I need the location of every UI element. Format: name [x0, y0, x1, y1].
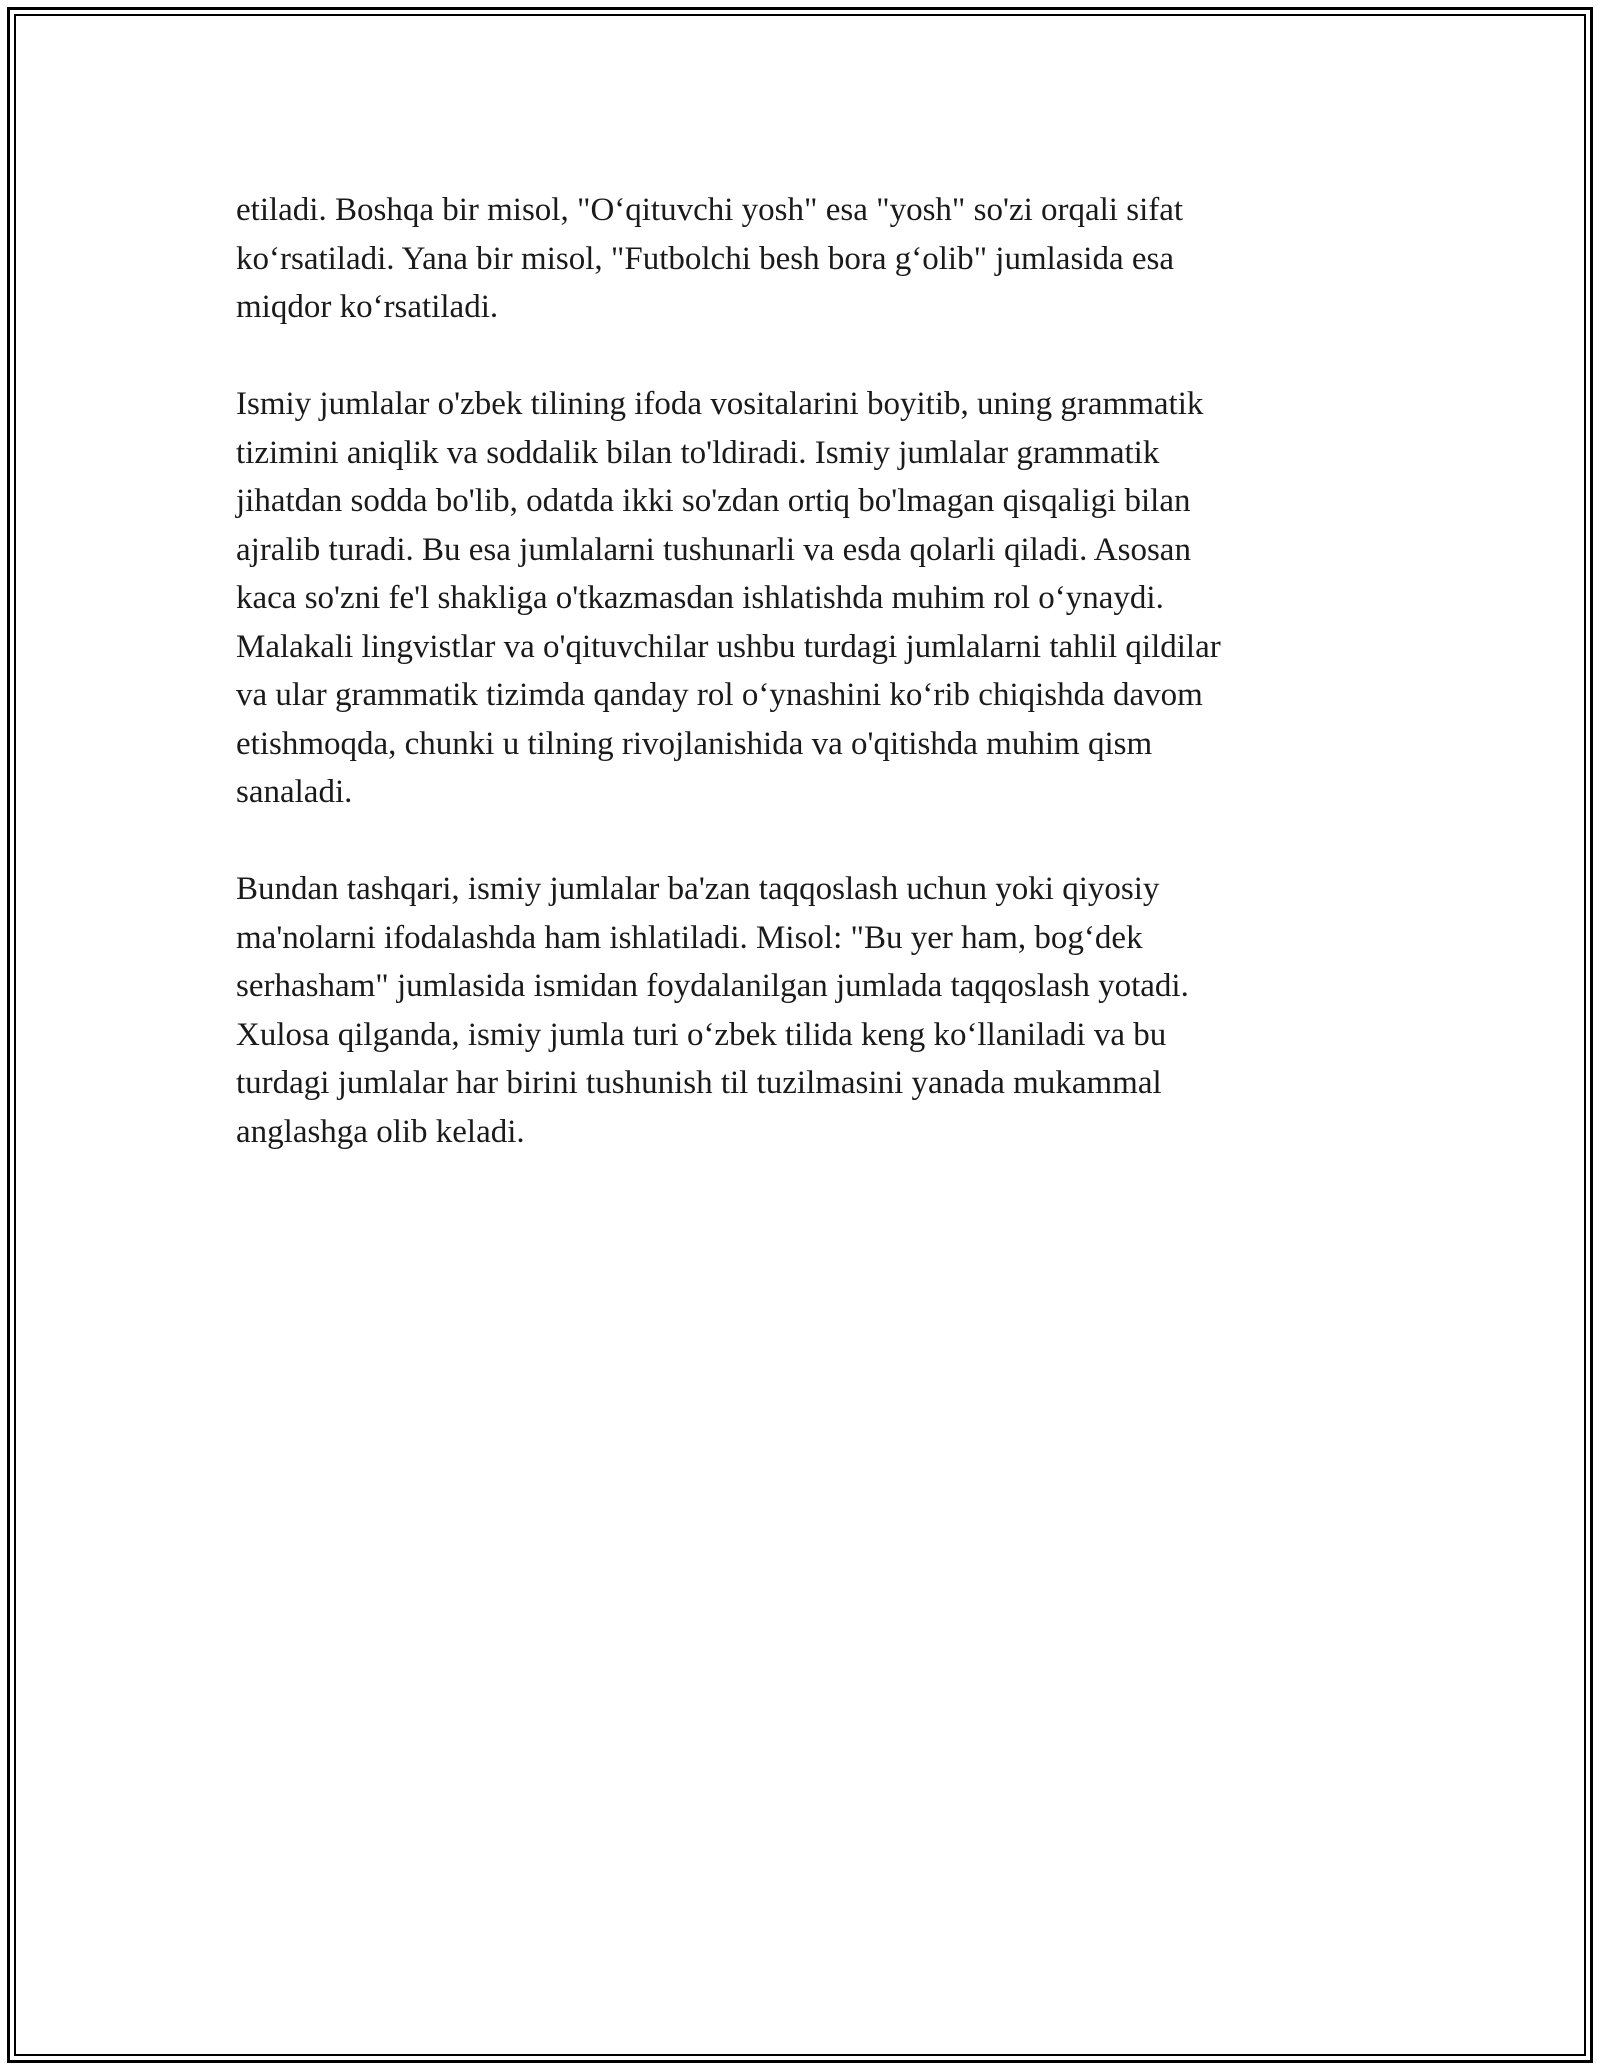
text-line: kaca so'zni fe'l shakliga o'tkazmasdan ishlatishda muhim rol o‘ynaydi. — [236, 580, 1164, 616]
text-line: turdagi jumlalar har birini tushunish til tuzilmasini yanada mukammal — [236, 1065, 1162, 1101]
text-line: etiladi. Boshqa bir misol, "O‘qituvchi yosh" esa "yosh" so'zi orqali sifat — [236, 192, 1184, 228]
text-line: ma'nolarni ifodalashda ham ishlatiladi. Misol: "Bu yer ham, bog‘dek — [236, 919, 1143, 956]
text-line: jihatdan sodda bo'lib, odatda ikki so'zdan ortiq bo'lmagan qisqaligi bilan — [236, 483, 1191, 519]
text-line: serhasham" jumlasida ismidan foydalanilgan jumlada taqqoslash yotadi. — [236, 968, 1189, 1004]
paragraph-2 — [236, 380, 1356, 817]
text-line: tizimini aniqlik va soddalik bilan to'ldiradi. Ismiy jumlalar grammatik — [236, 434, 1160, 471]
text-line: sanaladi. — [236, 774, 353, 810]
text-line: ajralib turadi. Bu esa jumlalarni tushunarli va esda qolarli qiladi. Asosan — [236, 531, 1191, 568]
text-line: Xulosa qilganda, ismiy jumla turi o‘zbek tilida keng ko‘llaniladi va bu — [236, 1016, 1167, 1053]
text-line: Ismiy jumlalar o'zbek tilining ifoda vositalarini boyitib, uning grammatik — [236, 386, 1204, 422]
text-line: Malakali lingvistlar va o'qituvchilar ushbu turdagi jumlalarni tahlil qildilar — [236, 628, 1221, 665]
paragraph-3 — [236, 865, 1356, 1156]
paragraph-1 — [236, 186, 1356, 332]
document-body — [236, 186, 1356, 1205]
text-line: Bundan tashqari, ismiy jumlalar ba'zan taqqoslash uchun yoki qiyosiy — [236, 871, 1160, 907]
text-line: ko‘rsatiladi. Yana bir misol, "Futbolchi besh bora g‘olib" jumlasida esa — [236, 240, 1174, 277]
text-line: etishmoqda, chunki u tilning rivojlanishida va o'qitishda muhim qism — [236, 725, 1153, 762]
text-line: va ular grammatik tizimda qanday rol o‘ynashini ko‘rib chiqishda davom — [236, 677, 1203, 713]
text-line: miqdor ko‘rsatiladi. — [236, 289, 499, 325]
text-line: anglashga olib keladi. — [236, 1113, 525, 1150]
